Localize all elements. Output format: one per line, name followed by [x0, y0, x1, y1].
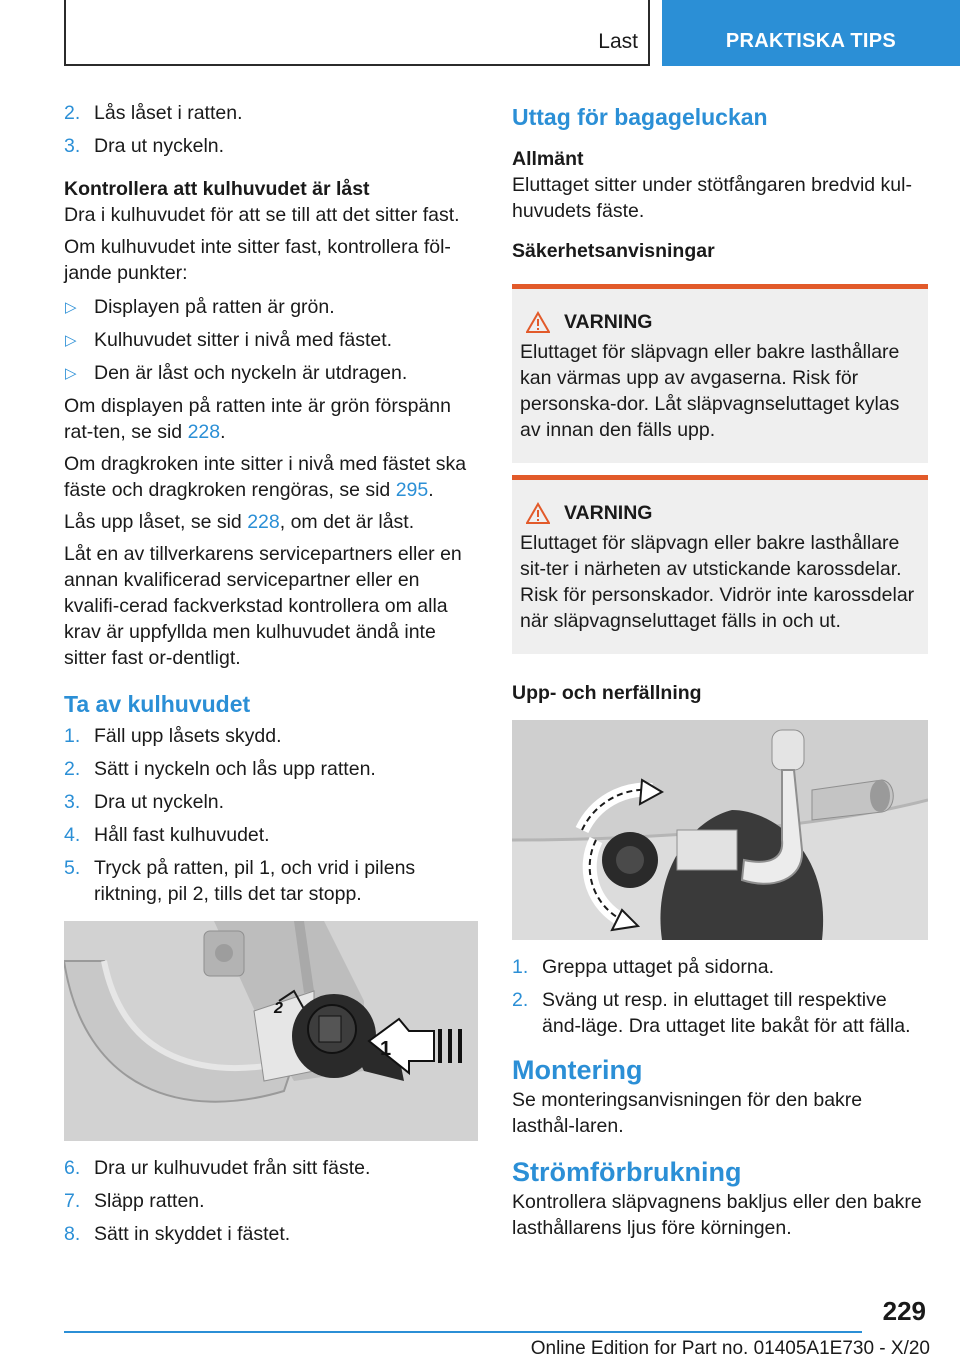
step-number: 3.: [64, 135, 81, 157]
step-text: Greppa uttaget på sidorna.: [542, 956, 774, 978]
step-text: Släpp ratten.: [94, 1190, 205, 1212]
list-item: [64, 723, 478, 749]
step-number: 8.: [64, 1223, 81, 1245]
arrow-label-1: 1: [380, 1038, 392, 1060]
section-heading: Uttag för bagageluckan: [512, 104, 768, 130]
list-item: [64, 327, 478, 353]
warning-title: [520, 309, 920, 335]
list-item: [64, 133, 478, 159]
power-heading: Strömförbrukning: [512, 1157, 742, 1187]
chapter-title: PRAKTISKA TIPS: [725, 29, 897, 52]
warning-label: VARNING: [564, 502, 653, 524]
warning-title: [520, 500, 920, 526]
section-title: Last: [598, 30, 638, 53]
list-item: [64, 1221, 478, 1247]
power-text: Kontrollera släpvagnens bakljus eller den bakre lasthållarens ljus före körningen.: [512, 1191, 922, 1239]
bullet-triangle-icon: ▷: [65, 299, 77, 316]
step-text: Sätt i nyckeln och lås upp ratten.: [94, 758, 376, 780]
footer-divider: [64, 1331, 862, 1333]
step-number: 7.: [64, 1190, 81, 1212]
list-item: [512, 987, 928, 1039]
tow-ball-illustration: [64, 921, 478, 1141]
chapter-tab[interactable]: [662, 0, 960, 66]
edition-text: Online Edition for Part no. 01405A1E730 - X/20: [530, 1338, 930, 1359]
arrow-label-2: 2: [274, 1000, 283, 1017]
check-paragraph-2: Om kulhuvudet inte sitter fast, kontrollera föl-jande punkter:: [64, 236, 451, 284]
step-text: Lås låset i ratten.: [94, 102, 243, 124]
general-heading: Allmänt: [512, 148, 584, 170]
list-item: [64, 100, 478, 126]
safety-heading: Säkerhetsanvisningar: [512, 240, 715, 262]
warning-text: Eluttaget för släpvagn eller bakre lasthållare kan värmas upp av avgaserna. Risk för personska-dor. Låt släpvagnseluttaget kylas av innan den fälls upp.: [520, 341, 900, 441]
list-item: [64, 360, 478, 386]
step-number: 2.: [64, 102, 81, 124]
step-number: 4.: [64, 824, 81, 846]
list-item: [64, 1188, 478, 1214]
check-heading: Kontrollera att kulhuvudet är låst: [64, 178, 370, 200]
list-item: [64, 756, 478, 782]
list-item: [64, 294, 478, 320]
warning-triangle-icon: [526, 502, 550, 524]
step-number: 5.: [64, 857, 81, 879]
header-frame: [64, 0, 650, 66]
right-column: [512, 100, 928, 1247]
warning-text: Eluttaget för släpvagn eller bakre lasthållare sit-ter i närheten av utstickande karossdelar. Risk för personskador. Vidrör inte karossdelar när släpvagnseluttaget fälls in och ut.: [520, 532, 915, 632]
step-number: 2.: [64, 758, 81, 780]
step-number: 2.: [512, 989, 529, 1011]
list-item: [64, 855, 478, 907]
check-paragraph: Dra i kulhuvudet för att se till att det sitter fast.: [64, 204, 460, 226]
step-text: Dra ut nyckeln.: [94, 135, 225, 157]
step-text: Fäll upp låsets skydd.: [94, 725, 282, 747]
bullet-text: Den är låst och nyckeln är utdragen.: [94, 362, 408, 384]
bullet-triangle-icon: ▷: [65, 332, 77, 349]
step-number: 6.: [64, 1157, 81, 1179]
step-number: 1.: [64, 725, 81, 747]
mount-text: Se monteringsanvisningen för den bakre lasthål-laren.: [512, 1089, 863, 1137]
warning-label: VARNING: [564, 311, 653, 333]
general-text: Eluttaget sitter under stötfångaren bredvid kul-huvudets fäste.: [512, 174, 912, 222]
bullet-text: Displayen på ratten är grön.: [94, 296, 335, 318]
service-paragraph: Låt en av tillverkarens servicepartners eller en annan kvalificerad servicepartner eller en kvalifi-cerad fackverkstad kontrollera om alla krav är uppfyllda men kulhuvudet ändå inte sitter fast or-dentligt.: [64, 543, 462, 669]
step-text: Dra ur kulhuvudet från sitt fäste.: [94, 1157, 371, 1179]
socket-illustration: [512, 720, 928, 940]
list-item: [512, 954, 928, 980]
step-list: [64, 100, 478, 159]
step-text: Håll fast kulhuvudet.: [94, 824, 270, 846]
page-link-295[interactable]: 295: [395, 479, 429, 501]
step-text: Sätt in skyddet i fästet.: [94, 1223, 291, 1245]
remove-step-list: [64, 723, 478, 907]
warning-triangle-icon: [526, 311, 550, 333]
step-text: Sväng ut resp. in eluttaget till respektive änd-läge. Dra uttaget lite bakåt för att fälla.: [542, 989, 911, 1037]
unlock-paragraph: Lås upp låset, se sid 228, om det är låst.: [64, 511, 415, 533]
list-item: [64, 1155, 478, 1181]
page-number: 229: [882, 1296, 926, 1326]
bullet-triangle-icon: ▷: [65, 365, 77, 382]
warning-box: [512, 284, 928, 463]
check-list: [64, 294, 478, 386]
fold-step-list: [512, 954, 928, 1039]
step-number: 3.: [64, 791, 81, 813]
step-number: 1.: [512, 956, 529, 978]
left-column: [64, 100, 478, 1254]
step-text: Tryck på ratten, pil 1, och vrid i pilens riktning, pil 2, tills det tar stopp.: [94, 857, 416, 905]
fold-heading: Upp- och nerfällning: [512, 682, 702, 704]
tow-ball-drawing: [64, 921, 478, 1141]
mount-heading: Montering: [512, 1055, 643, 1085]
list-item: [64, 789, 478, 815]
step-text: Dra ut nyckeln.: [94, 791, 225, 813]
list-item: [64, 822, 478, 848]
bullet-text: Kulhuvudet sitter i nivå med fästet.: [94, 329, 393, 351]
warning-box: [512, 475, 928, 654]
socket-drawing: [512, 720, 928, 940]
remove-step-list-2: [64, 1155, 478, 1247]
page-link-228[interactable]: 228: [187, 421, 221, 443]
drag-paragraph: Om dragkroken inte sitter i nivå med fästet ska fäste och dragkroken rengöras, se sid 295.: [64, 453, 467, 501]
page-link-228[interactable]: 228: [247, 511, 280, 533]
display-paragraph: Om displayen på ratten inte är grön förspänn rat-ten, se sid 228.: [64, 395, 451, 443]
remove-heading: Ta av kulhuvudet: [64, 691, 251, 717]
